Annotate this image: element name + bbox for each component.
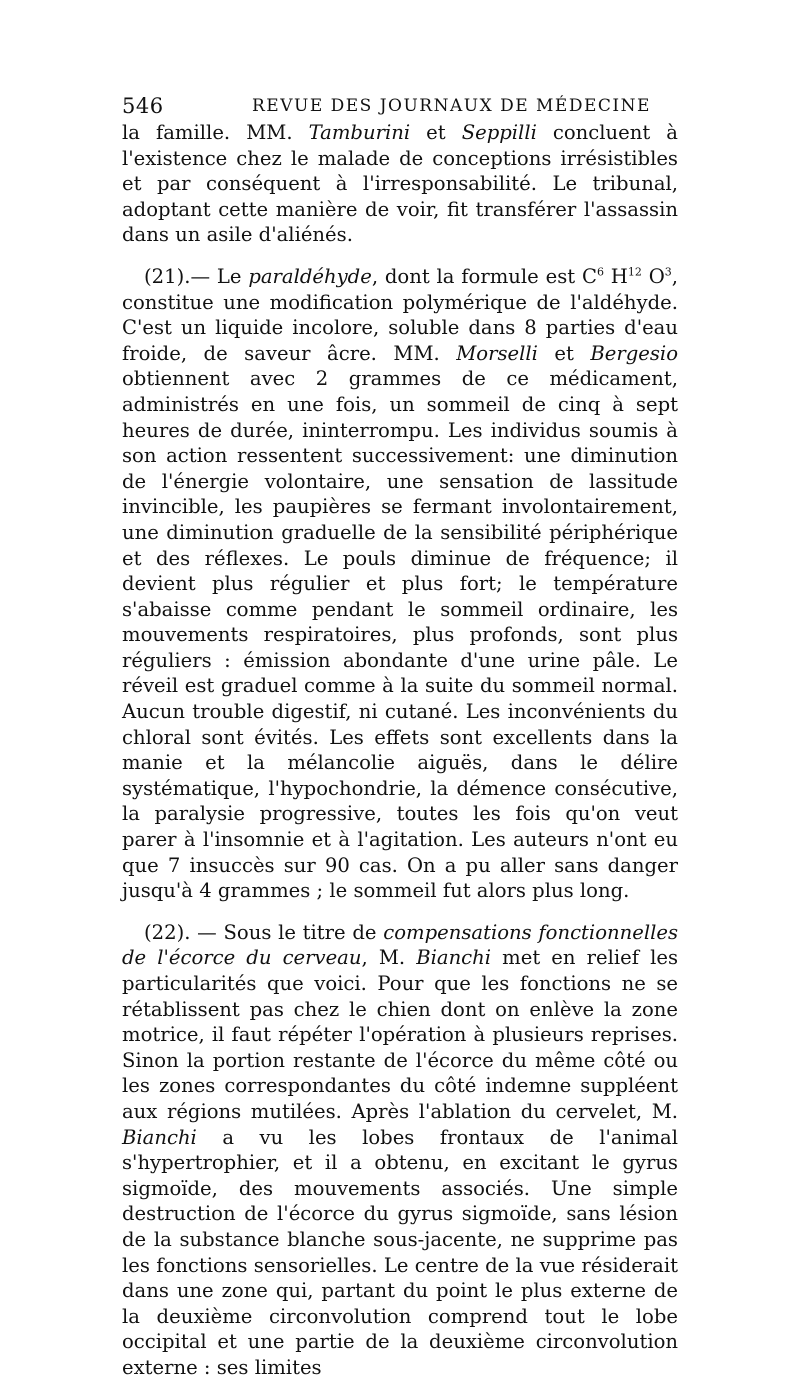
text-run: a vu les lobes frontaux de l'animal s'hypertrophier, et il a obtenu, en excitant le gyrus sigmoïde, des mouvements associés. Une simple destruction de l'écorce du gyrus sigmoïde, sans lésion de la substance blanche sous-jacente, ne supprime pas les fonctions sensorielles. Le centre de la vue résiderait dans une zone qui, partant du point le plus externe de la deuxième circonvolution comprend tout le lobe occipital et une partie de la deuxième circonvolution externe : ses limites bbox=[122, 1125, 678, 1379]
author-name: Bianchi bbox=[122, 1125, 197, 1149]
paragraph-number: (22). bbox=[144, 920, 191, 944]
text-run: met en relief les particularités que voici. Pour que les fonctions ne se rétablissent pas chez le chien dont on enlève la zone motrice, il faut répéter l'opération à plusieurs reprises. Sinon la portion restante de l'écorce du même côté ou les zones correspondantes du côté indemne suppléent aux régions mutilées. Après l'ablation du cervelet, M. bbox=[122, 946, 678, 1123]
article-title: compensations fonctionnelles de l'écorce du cerveau bbox=[122, 920, 679, 970]
author-name: Seppilli bbox=[461, 121, 537, 144]
author-name: Bergesio bbox=[590, 341, 678, 365]
text-run: , constitue une modification polymérique de l'aldéhyde. C'est un liquide incolore, soluble dans 8 parties d'eau froide, de saveur âcre. MM. bbox=[122, 264, 678, 365]
text-run: Le bbox=[210, 264, 249, 288]
paragraph-22 bbox=[122, 920, 678, 1381]
formula-subscript: 12 bbox=[627, 265, 642, 279]
text-run: concluent à l'existence chez le malade de conceptions irrésistibles et par conséquent à l'irresponsabilité. Le tribunal, adoptant cette manière de voir, fit transférer l'assassin dans un asile d'aliénés. bbox=[122, 121, 678, 247]
paragraph-number: (21).— bbox=[144, 264, 211, 288]
page-header bbox=[122, 88, 678, 122]
page-body bbox=[122, 120, 678, 1381]
text-run: et bbox=[410, 121, 462, 144]
author-name: Morselli bbox=[456, 341, 538, 365]
text-run: et bbox=[537, 341, 591, 365]
text-run: O bbox=[641, 264, 665, 288]
formula-subscript: 3 bbox=[664, 265, 672, 279]
text-run: , M. bbox=[361, 946, 417, 970]
text-run: la famille. MM. bbox=[122, 121, 309, 144]
formula-subscript: 6 bbox=[596, 265, 604, 279]
paragraph-21 bbox=[122, 264, 678, 904]
text-run: — Sous le titre de bbox=[190, 920, 384, 944]
running-title: REVUE DES JOURNAUX DE MÉDECINE bbox=[252, 96, 651, 116]
paragraph-intro bbox=[122, 120, 678, 248]
drug-term: paraldéhyde bbox=[248, 264, 372, 288]
text-run: , dont la formule est C bbox=[371, 264, 597, 288]
text-run: H bbox=[603, 264, 628, 288]
text-run: obtiennent avec 2 grammes de ce médicament, administrés en une fois, un sommeil de cinq à sept heures de durée, ininterrompu. Les individus soumis à son action ressentent successivement: une diminution de l'énergie volontaire, une sensation de lassitude invincible, les paupières se fermant involontairement, une diminution graduelle de la sensibilité périphérique et des réflexes. Le pouls diminue de fréquence; il devient plus régulier et plus fort; le température s'abaisse comme pendant le sommeil ordinaire, les mouvements respiratoires, plus profonds, sont plus réguliers : émission abondante d'une urine pâle. Le réveil est graduel comme à la suite du sommeil normal. Aucun trouble digestif, ni cutané. Les inconvénients du chloral sont évités. Les effets sont excellents dans la manie et la mélancolie aiguës, dans le délire systématique, l'hypochondrie, la démence consécutive, la paralysie progressive, toutes les fois qu'on veut parer à l'insomnie et à l'agitation. Les auteurs n'ont eu que 7 insuccès sur 90 cas. On a pu aller sans danger jusqu'à 4 grammes ; le sommeil fut alors plus long. bbox=[122, 367, 678, 903]
page-number: 546 bbox=[122, 94, 164, 118]
author-name: Bianchi bbox=[416, 946, 492, 970]
author-name: Tamburini bbox=[308, 121, 411, 144]
